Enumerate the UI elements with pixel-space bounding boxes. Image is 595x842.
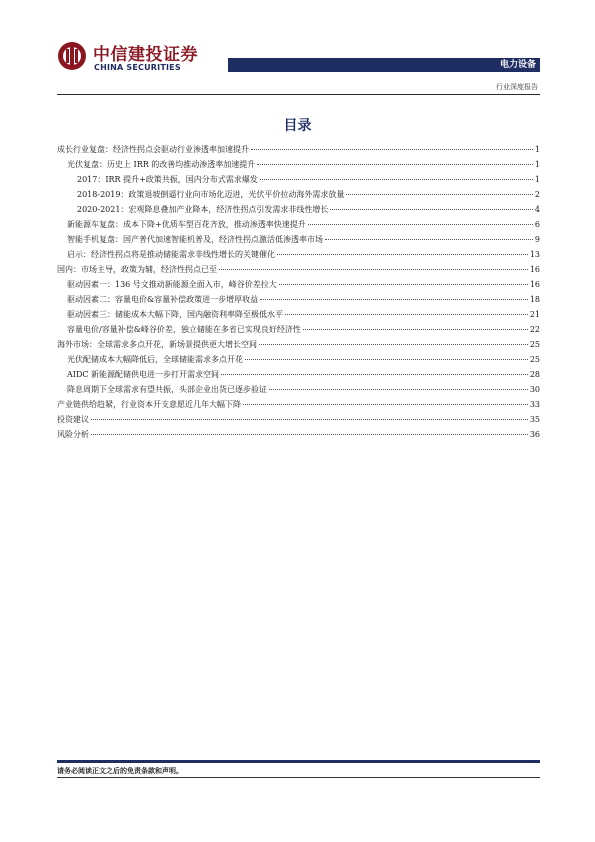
toc-entry-title: AIDC 新能源配储供电进一步打开需求空间 <box>67 370 220 379</box>
toc-entry-title: 国内：市场主导，政策为辅，经济性拐点已至 <box>57 265 217 274</box>
toc-leader <box>243 404 528 405</box>
toc-entry[interactable] <box>57 277 540 292</box>
china-securities-logo-icon <box>57 41 87 71</box>
toc-entry-title: 2017：IRR 提升+政策共振，国内分布式需求爆发 <box>77 175 258 184</box>
toc-entry[interactable] <box>57 382 540 397</box>
header-divider <box>57 94 540 95</box>
toc-entry[interactable] <box>57 367 540 382</box>
toc-leader <box>91 419 528 420</box>
toc-entry[interactable] <box>57 352 540 367</box>
toc-entry-title: 风险分析 <box>57 430 89 439</box>
toc-entry-title: 驱动因素二：容量电价&容量补偿政策进一步增厚收益 <box>67 295 259 304</box>
toc-entry[interactable] <box>57 322 540 337</box>
toc-page-number: 16 <box>529 280 540 289</box>
toc-page-number: 25 <box>529 355 540 364</box>
toc-entry[interactable] <box>57 142 540 157</box>
toc-entry[interactable] <box>57 232 540 247</box>
toc-entry[interactable] <box>57 202 540 217</box>
footer-disclaimer: 请务必阅读正文之后的免责条款和声明。 <box>57 766 183 775</box>
brand-name-en: CHINA SECURITIES <box>94 63 181 72</box>
toc-page-number: 9 <box>534 235 540 244</box>
report-type-label: 行业深度报告 <box>496 83 538 91</box>
toc-leader <box>260 299 528 300</box>
toc-entry-title: 新能源车复盘：成本下降+优质车型百花齐放，推动渗透率快速提升 <box>67 220 306 229</box>
toc-page-number: 22 <box>529 325 540 334</box>
toc-leader <box>219 269 528 270</box>
toc-entry-title: 驱动因素一：136 号文推动新能源全面入市，峰谷价差拉大 <box>67 280 277 289</box>
toc-entry-title: 投资建议 <box>57 415 89 424</box>
toc-entry-title: 光伏配储成本大幅降低后，全球储能需求多点开花 <box>67 355 243 364</box>
footer-divider-line <box>57 777 540 778</box>
toc-entry-title: 光伏复盘：历史上 IRR 的改善均推动渗透率加速提升 <box>67 160 256 169</box>
toc-page-number: 6 <box>534 220 540 229</box>
toc-leader <box>245 359 528 360</box>
toc-page-number: 16 <box>529 265 540 274</box>
toc-page-number: 33 <box>529 400 540 409</box>
toc-page-number: 28 <box>529 370 540 379</box>
toc-entry-title: 成长行业复盘：经济性拐点会驱动行业渗透率加速提升 <box>57 145 249 154</box>
toc-leader <box>259 344 528 345</box>
toc-entry-title: 2018-2019：政策退坡倒逼行业向市场化迈进，光伏平价拉动海外需求放量 <box>77 190 345 199</box>
toc-leader <box>303 329 528 330</box>
toc-leader <box>251 149 533 150</box>
toc-page-number: 4 <box>534 205 540 214</box>
toc-page-number: 1 <box>534 175 540 184</box>
toc-entry-title: 2020-2021：宏观降息叠加产业降本，经济性拐点引发需求非线性增长 <box>77 205 329 214</box>
toc-leader <box>269 389 528 390</box>
toc-page-number: 36 <box>529 430 540 439</box>
toc-entry-title: 海外市场：全球需求多点开花，新场景提供更大增长空间 <box>57 340 257 349</box>
toc-leader <box>277 254 528 255</box>
toc-title: 目录 <box>283 118 312 134</box>
toc-entry[interactable] <box>57 247 540 262</box>
table-of-contents <box>57 142 540 442</box>
toc-entry[interactable] <box>57 412 540 427</box>
toc-entry[interactable] <box>57 187 540 202</box>
toc-page-number: 30 <box>529 385 540 394</box>
toc-page-number: 13 <box>529 250 540 259</box>
toc-entry[interactable] <box>57 397 540 412</box>
toc-entry[interactable] <box>57 217 540 232</box>
page-header <box>0 0 595 90</box>
toc-entry[interactable] <box>57 172 540 187</box>
footer-divider-bar <box>57 760 540 763</box>
toc-leader <box>260 179 533 180</box>
toc-leader <box>257 164 533 165</box>
toc-page-number: 1 <box>534 145 540 154</box>
brand-name-cn: 中信建投证券 <box>93 45 198 65</box>
toc-leader <box>330 209 532 210</box>
toc-entry[interactable] <box>57 427 540 442</box>
toc-leader <box>325 239 533 240</box>
toc-page-number: 2 <box>534 190 540 199</box>
toc-page-number: 35 <box>529 415 540 424</box>
toc-entry-title: 容量电价/容量补偿&峰谷价差，独立储能在多省已实现良好经济性 <box>67 325 301 334</box>
toc-leader <box>91 434 528 435</box>
toc-entry[interactable] <box>57 337 540 352</box>
toc-entry-title: 智能手机复盘：国产普代加速智能机普及，经济性拐点激活低渗透率市场 <box>67 235 323 244</box>
sector-label: 电力设备 <box>499 60 536 70</box>
toc-entry[interactable] <box>57 292 540 307</box>
toc-entry-title: 驱动因素三：储能成本大幅下降，国内融资利率降至极低水平 <box>67 310 283 319</box>
toc-leader <box>346 194 532 195</box>
toc-entry[interactable] <box>57 307 540 322</box>
toc-entry-title: 降息周期下全球需求有望共振，头部企业出货已逐步验证 <box>67 385 267 394</box>
toc-page-number: 25 <box>529 340 540 349</box>
toc-leader <box>221 374 528 375</box>
toc-entry[interactable] <box>57 157 540 172</box>
toc-leader <box>308 224 533 225</box>
toc-page-number: 21 <box>529 310 540 319</box>
toc-page-number: 1 <box>534 160 540 169</box>
toc-entry-title: 启示：经济性拐点将是推动储能需求非线性增长的关键催化 <box>67 250 275 259</box>
toc-entry-title: 产业链供给趋紧，行业资本开支意愿近几年大幅下降 <box>57 400 241 409</box>
toc-entry[interactable] <box>57 262 540 277</box>
toc-page-number: 18 <box>529 295 540 304</box>
sector-banner <box>228 58 540 72</box>
toc-leader <box>285 314 528 315</box>
toc-leader <box>279 284 528 285</box>
